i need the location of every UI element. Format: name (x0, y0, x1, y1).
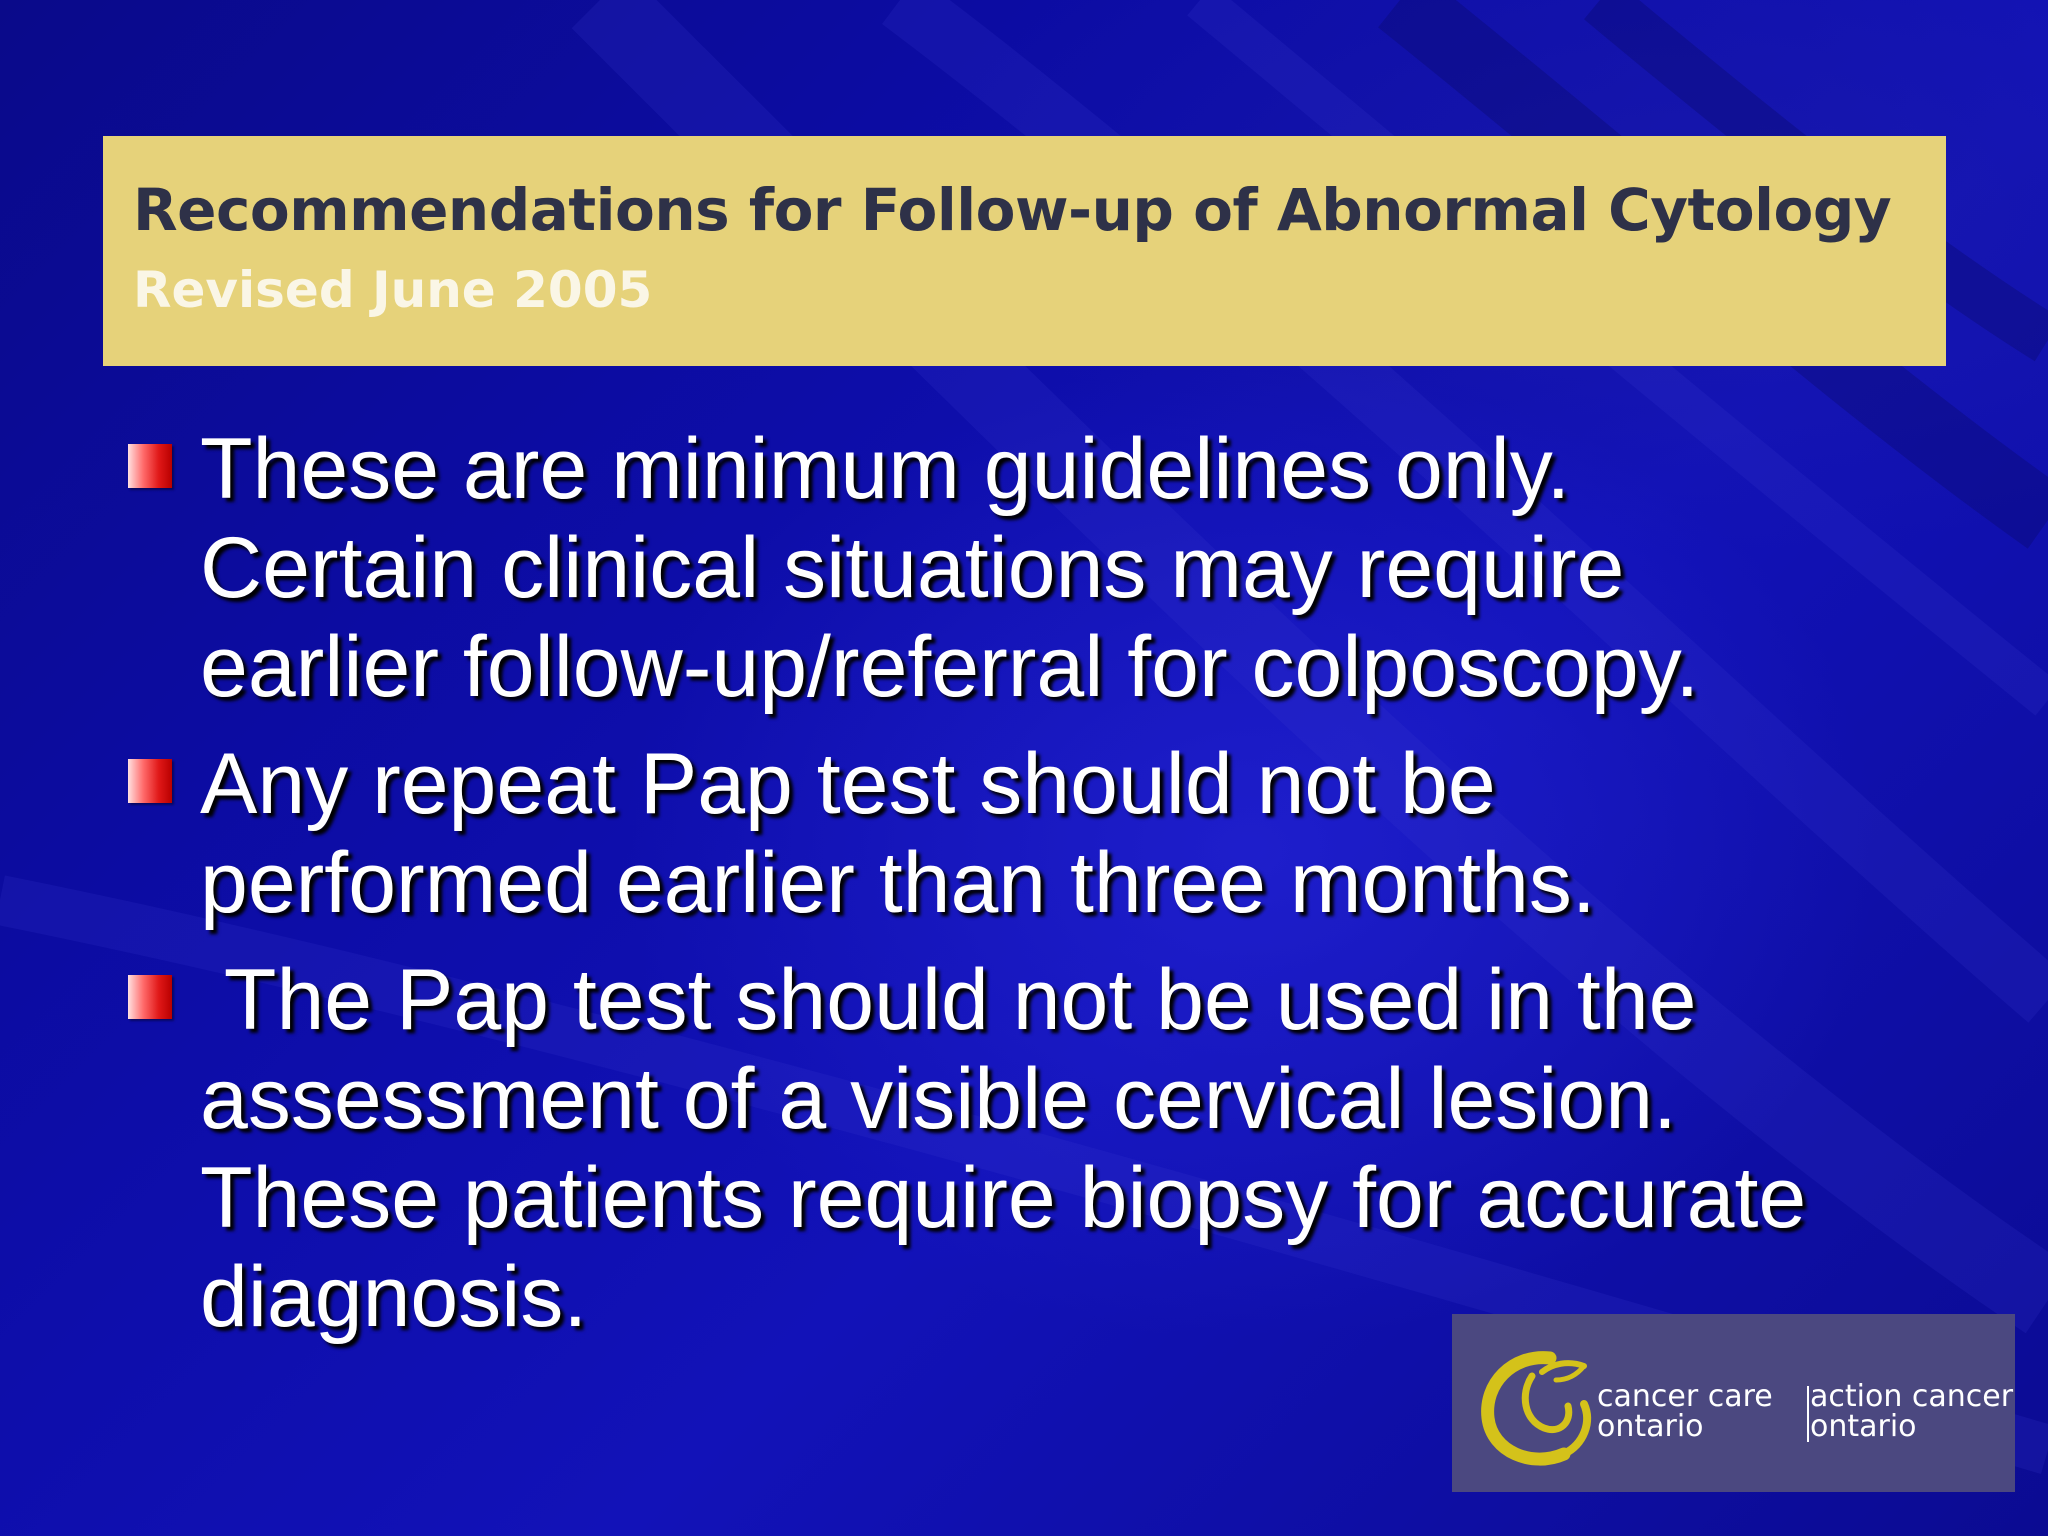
bullet-text: These are minimum guidelines only. Certain clinical situations may require earlier follow-up/referral for colposcopy. (200, 421, 1700, 715)
logo-divider (1807, 1386, 1809, 1442)
header-banner (103, 136, 1946, 366)
logo-right-line1: action cancer (1810, 1379, 2014, 1414)
ring-swirl-logo-icon (1472, 1336, 1602, 1476)
square-bullet-icon (128, 975, 172, 1019)
bullet-item (126, 951, 1926, 1347)
logo-right-line2: ontario (1810, 1409, 1917, 1444)
logo-left-line2: ontario (1597, 1409, 1704, 1444)
bullet-item (126, 420, 1926, 717)
square-bullet-icon (128, 444, 172, 488)
bullet-list (126, 420, 1926, 1365)
organization-logo (1452, 1314, 2015, 1492)
header-subtitle: Revised June 2005 (133, 261, 653, 319)
logo-text-right (1810, 1379, 2014, 1444)
bullet-item (126, 735, 1926, 933)
square-bullet-icon (128, 759, 172, 803)
bullet-text: The Pap test should not be used in the assessment of a visible cervical lesion. These patients require biopsy for accurate diagnosis. (200, 952, 1807, 1345)
logo-text-left (1597, 1379, 1773, 1444)
bullet-text: Any repeat Pap test should not be performed earlier than three months. (200, 736, 1596, 931)
logo-left-line1: cancer care (1597, 1379, 1773, 1414)
header-title: Recommendations for Follow-up of Abnormal Cytology (133, 176, 1892, 244)
